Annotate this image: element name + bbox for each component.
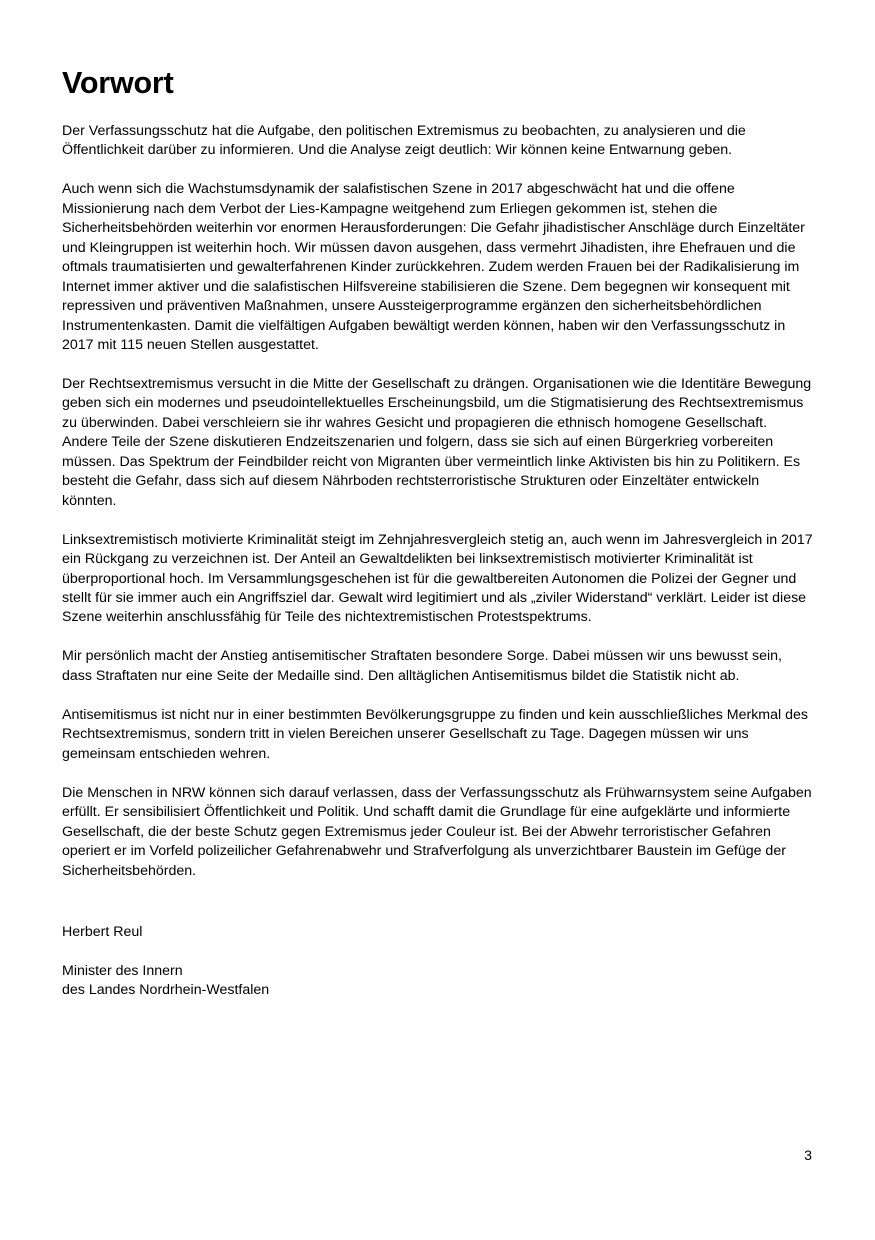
paragraph-2: Auch wenn sich die Wachstumsdynamik der salafistischen Szene in 2017 abgeschwächt hat und die offene Missionierung nach dem Verbot der Lies-Kampagne weitgehend zum Erliegen gekommen ist, stehen die Sicherheitsbehörden weiterhin vor enormen Herausforderungen: Die Gefahr jihadistischer Anschläge durch Einzeltäter und Kleingruppen ist weiterhin hoch. Wir müssen davon ausgehen, dass vermehrt Jihadisten, ihre Ehefrauen und die oftmals traumatisierten und gewalterfahrenen Kinder zurückkehren. Zudem werden Frauen bei der Radikalisierung im Internet immer aktiver und die salafistischen Hilfsvereine stabilisieren die Szene. Dem begegnen wir konsequent mit repressiven und präventiven Maßnahmen, unsere Aussteigerprogramme ergänzen den sicherheitsbehördlichen Instrumentenkasten. Damit die vielfältigen Aufgaben bewältigt werden können, haben wir den Verfassungsschutz in 2017 mit 115 neuen Stellen ausgestattet. <box>62 181 805 354</box>
page-title: Vorwort <box>62 66 174 100</box>
page-number: 3 <box>804 1148 812 1164</box>
body-text <box>62 122 814 881</box>
paragraph-5: Mir persönlich macht der Anstieg antisemitischer Straftaten besondere Sorge. Dabei müssen wir uns bewusst sein, dass Straftaten nur eine Seite der Medaille sind. Den alltäglichen Antisemitismus bildet die Statistik nicht ab. <box>62 648 782 684</box>
document-page <box>62 62 814 900</box>
signature-block <box>62 923 269 1001</box>
signature-role-line-1: Minister des Innern <box>62 962 183 979</box>
paragraph-3: Der Rechtsextremismus versucht in die Mitte der Gesellschaft zu drängen. Organisationen wie die Identitäre Bewegung geben sich ein modernes und pseudointellektuelles Erscheinungsbild, um die Stigmatisierung des Rechtsextremismus zu überwinden. Dabei verschleiern sie ihr wahres Gesicht und propagieren die ethnisch homogene Gesellschaft. Andere Teile der Szene diskutieren Endzeitszenarien und folgern, dass sie sich auf einen Bürgerkrieg vorbereiten müssen. Das Spektrum der Feindbilder reicht von Migranten über vermeintlich linke Aktivisten bis hin zu Politikern. Es besteht die Gefahr, dass sich auf diesem Nährboden rechtsterroristische Strukturen oder Einzeltäter entwickeln könnten. <box>62 375 812 509</box>
paragraph-7: Die Menschen in NRW können sich darauf verlassen, dass der Verfassungsschutz als Frühwarnsystem seine Aufgaben erfüllt. Er sensibilisiert Öffentlichkeit und Politik. Und schafft damit die Grundlage für eine aufgeklärte und informierte Gesellschaft, die der beste Schutz gegen Extremismus jeder Couleur ist. Bei der Abwehr terroristischer Gefahren operiert er im Vorfeld polizeilicher Gefahrenabwehr und Strafverfolgung als unverzichtbarer Baustein im Gefüge der Sicherheitsbehörden. <box>62 784 812 879</box>
signature-name: Herbert Reul <box>62 924 143 940</box>
signature-role-line-2: des Landes Nordrhein-Westfalen <box>62 982 270 999</box>
paragraph-6: Antisemitismus ist nicht nur in einer bestimmten Bevölkerungsgruppe zu finden und kein ausschließliches Merkmal des Rechtsextremismus, sondern tritt in vielen Bereichen unserer Gesellschaft zu Tage. Dagegen müssen wir uns gemeinsam entschieden wehren. <box>62 706 808 762</box>
paragraph-4: Linksextremistisch motivierte Kriminalität steigt im Zehnjahresvergleich stetig an, auch wenn im Jahresvergleich in 2017 ein Rückgang zu verzeichnen ist. Der Anteil an Gewaltdelikten bei linksextremistisch motivierter Kriminalität ist überproportional hoch. Im Versammlungsgeschehen ist für die gewaltbereiten Autonomen die Polizei der Gegner und stellt für sie immer auch ein Angriffsziel dar. Gewalt wird legitimiert und als „ziviler Widerstand“ verklärt. Leider ist diese Szene weiterhin anschlussfähig für Teile des nichtextremistischen Protestspektrums. <box>62 531 813 626</box>
paragraph-1: Der Verfassungsschutz hat die Aufgabe, den politischen Extremismus zu beobachten, zu analysieren und die Öffentlichkeit darüber zu informieren. Und die Analyse zeigt deutlich: Wir können keine Entwarnung geben. <box>62 123 746 159</box>
